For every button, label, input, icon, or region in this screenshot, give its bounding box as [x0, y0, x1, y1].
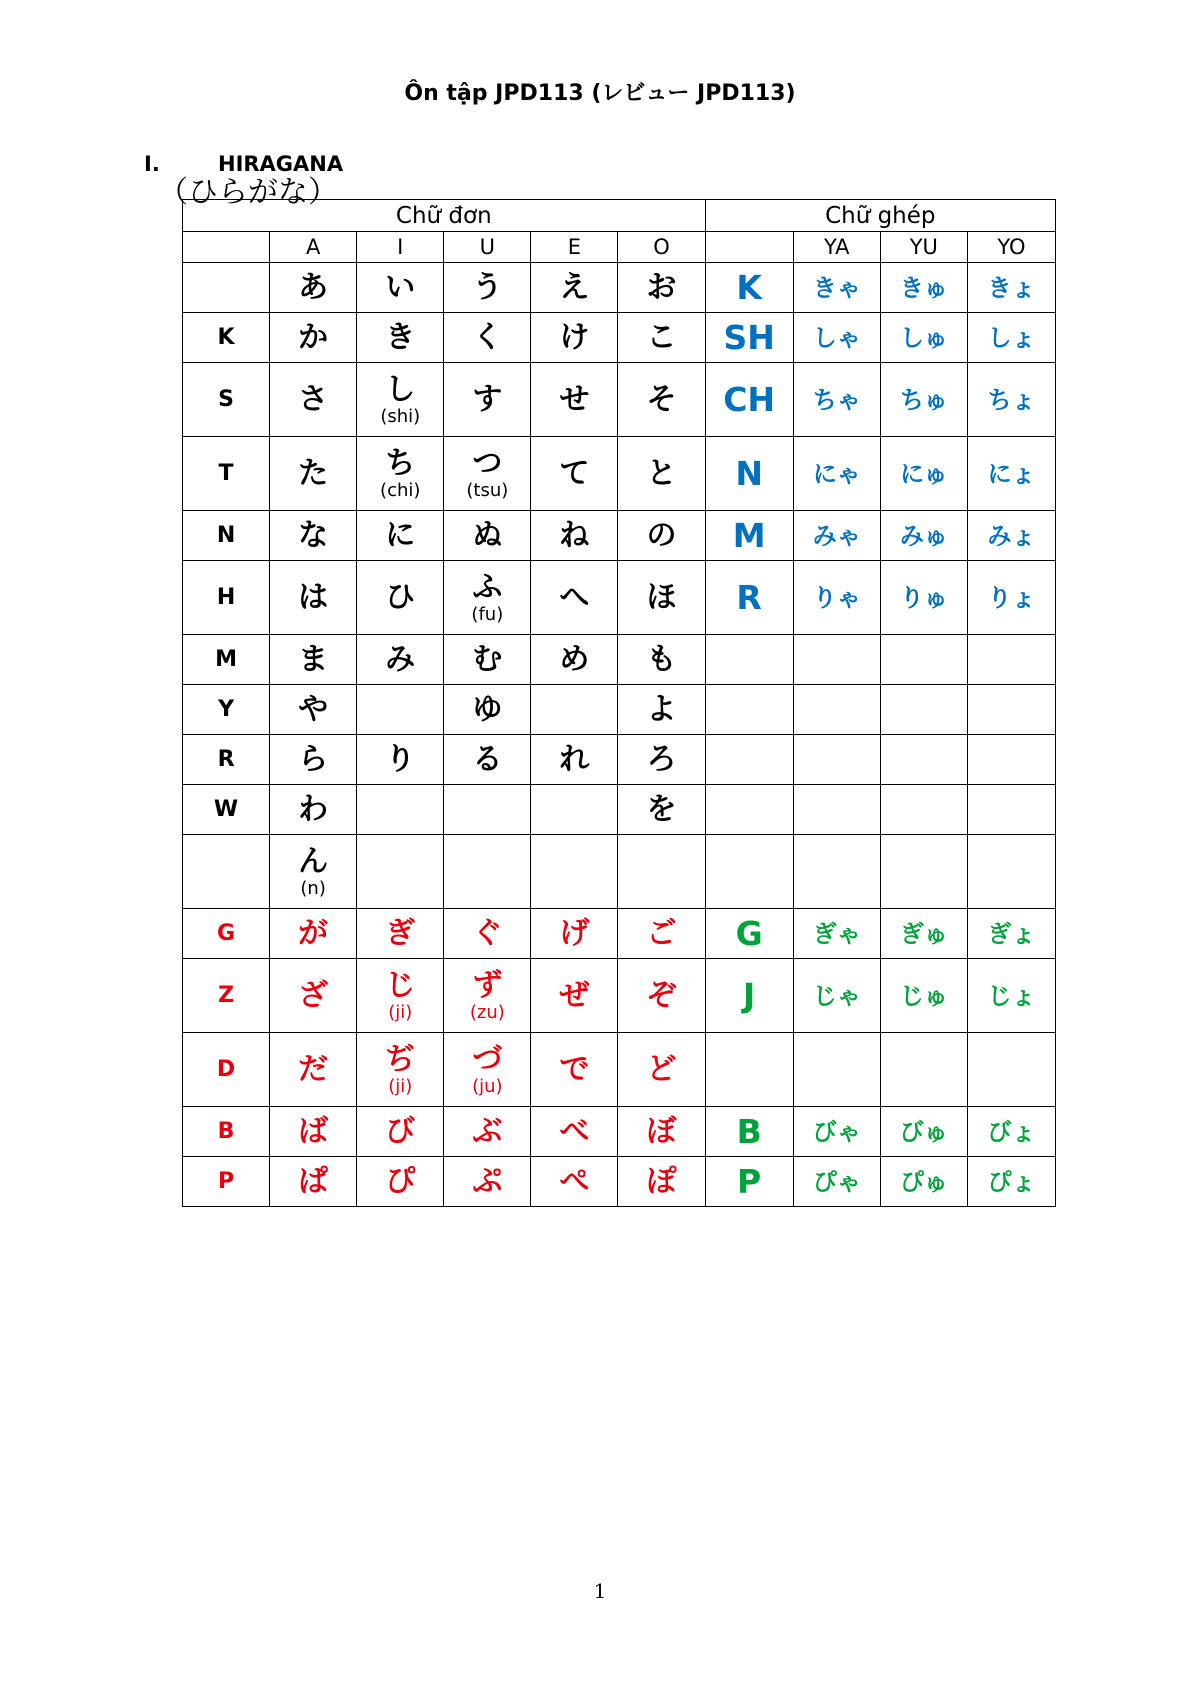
kana-char: よ	[646, 691, 677, 727]
combo-kana-cell	[967, 1033, 1055, 1107]
combo-kana-cell	[880, 785, 967, 835]
combo-kana-cell	[793, 635, 880, 685]
kana-char: え	[559, 269, 590, 305]
combo-kana-cell	[880, 835, 967, 909]
kana-char: を	[646, 791, 677, 827]
corner-cell	[183, 232, 270, 263]
kana-cell	[357, 313, 444, 363]
kana-cell	[270, 1033, 357, 1107]
kana-char: か	[298, 319, 329, 355]
kana-cell	[444, 437, 531, 511]
kana-char: ん	[298, 843, 329, 879]
kana-row	[183, 363, 1056, 437]
kana-cell	[270, 263, 357, 313]
kana-char: み	[385, 641, 416, 677]
kana-cell	[270, 635, 357, 685]
combo-kana-cell: きょ	[967, 263, 1055, 313]
combo-consonant-label: J	[705, 959, 793, 1033]
kana-char: だ	[298, 1051, 329, 1087]
kana-char: す	[472, 381, 503, 417]
kana-cell	[270, 1107, 357, 1157]
kana-cell	[531, 1107, 618, 1157]
kana-cell	[357, 1157, 444, 1207]
kana-cell	[531, 561, 618, 635]
kana-cell	[444, 959, 531, 1033]
vowel-header: U	[444, 232, 531, 263]
kana-char: せ	[559, 381, 590, 417]
kana-cell	[618, 635, 705, 685]
kana-cell	[357, 363, 444, 437]
combo-consonant-label	[705, 735, 793, 785]
kana-char: ぢ	[385, 1041, 416, 1077]
kana-cell	[531, 313, 618, 363]
romaji-note: (fu)	[471, 603, 504, 625]
combo-consonant-label: G	[705, 909, 793, 959]
combo-consonant-label: B	[705, 1107, 793, 1157]
kana-char: わ	[298, 791, 329, 827]
combo-kana-cell: ぎゃ	[793, 909, 880, 959]
combo-kana-cell: ちゃ	[793, 363, 880, 437]
combo-consonant-label	[705, 1033, 793, 1107]
kana-row	[183, 1157, 1056, 1207]
combo-kana-cell: びょ	[967, 1107, 1055, 1157]
kana-cell	[357, 635, 444, 685]
kana-cell	[531, 685, 618, 735]
kana-cell	[270, 561, 357, 635]
combo-consonant-label: M	[705, 511, 793, 561]
combo-consonant-label: K	[705, 263, 793, 313]
combo-kana-cell	[880, 635, 967, 685]
row-consonant-label: M	[183, 635, 270, 685]
combo-consonant-label: CH	[705, 363, 793, 437]
kana-char: ほ	[646, 579, 677, 615]
romaji-note: (n)	[300, 877, 326, 899]
kana-cell	[618, 1157, 705, 1207]
combo-consonant-label	[705, 835, 793, 909]
vowel-header: A	[270, 232, 357, 263]
kana-char: つ	[472, 445, 503, 481]
kana-char: あ	[298, 269, 329, 305]
kana-char: ぷ	[472, 1163, 503, 1199]
combo-kana-cell: ぴょ	[967, 1157, 1055, 1207]
kana-char: と	[646, 455, 677, 491]
combo-vowel-header: YU	[880, 232, 967, 263]
kana-char: ぜ	[559, 977, 590, 1013]
kana-cell	[444, 511, 531, 561]
kana-char: な	[298, 517, 329, 553]
kana-char: の	[646, 517, 677, 553]
kana-cell	[444, 363, 531, 437]
kana-char: ぼ	[646, 1113, 677, 1149]
kana-char: や	[298, 691, 329, 727]
kana-cell	[531, 511, 618, 561]
combo-kana-cell: みゃ	[793, 511, 880, 561]
combo-consonant-label	[705, 685, 793, 735]
kana-char: ゆ	[472, 691, 503, 727]
kana-cell	[270, 511, 357, 561]
group-header-row	[183, 200, 1056, 232]
kana-cell	[531, 735, 618, 785]
kana-char: ま	[298, 641, 329, 677]
kana-cell	[618, 959, 705, 1033]
kana-cell	[357, 735, 444, 785]
kana-cell	[618, 735, 705, 785]
combo-kana-cell	[967, 835, 1055, 909]
kana-cell	[270, 959, 357, 1033]
kana-cell	[270, 685, 357, 735]
kana-char: へ	[559, 579, 590, 615]
kana-cell	[444, 785, 531, 835]
kana-char: び	[385, 1113, 416, 1149]
combo-kana-cell	[967, 735, 1055, 785]
kana-cell	[270, 909, 357, 959]
kana-cell	[618, 263, 705, 313]
combo-kana-cell	[880, 685, 967, 735]
group-header-combo: Chữ ghép	[705, 200, 1055, 232]
kana-row	[183, 909, 1056, 959]
kana-row	[183, 511, 1056, 561]
kana-char: ぱ	[298, 1163, 329, 1199]
kana-cell	[618, 1107, 705, 1157]
row-consonant-label	[183, 263, 270, 313]
kana-char: き	[385, 319, 416, 355]
kana-char: こ	[646, 319, 677, 355]
kana-cell	[618, 835, 705, 909]
romaji-note: (tsu)	[466, 479, 509, 501]
kana-cell	[531, 263, 618, 313]
kana-char: ち	[385, 445, 416, 481]
vowel-header: O	[618, 232, 705, 263]
row-consonant-label: S	[183, 363, 270, 437]
combo-corner-cell	[705, 232, 793, 263]
kana-cell	[618, 363, 705, 437]
kana-cell	[618, 685, 705, 735]
kana-cell	[444, 735, 531, 785]
romaji-note: (zu)	[469, 1001, 505, 1023]
kana-char: ら	[298, 741, 329, 777]
kana-cell	[357, 263, 444, 313]
kana-char: さ	[298, 381, 329, 417]
kana-char: ぴ	[385, 1163, 416, 1199]
vowel-header: I	[357, 232, 444, 263]
kana-char: ぬ	[472, 517, 503, 553]
combo-kana-cell: にょ	[967, 437, 1055, 511]
kana-char: ひ	[385, 579, 416, 615]
combo-kana-cell	[793, 735, 880, 785]
kana-char: が	[298, 915, 329, 951]
combo-kana-cell: しょ	[967, 313, 1055, 363]
kana-cell	[270, 1157, 357, 1207]
kana-cell	[531, 835, 618, 909]
kana-char: ど	[646, 1051, 677, 1087]
kana-row	[183, 1033, 1056, 1107]
kana-char: ぐ	[472, 915, 503, 951]
kana-row	[183, 263, 1056, 313]
kana-cell	[357, 1033, 444, 1107]
combo-kana-cell: ぴゃ	[793, 1157, 880, 1207]
kana-cell	[357, 909, 444, 959]
kana-char: い	[385, 269, 416, 305]
kana-cell	[444, 1107, 531, 1157]
kana-cell	[618, 1033, 705, 1107]
kana-cell	[531, 785, 618, 835]
kana-char: た	[298, 455, 329, 491]
kana-char: も	[646, 641, 677, 677]
kana-row	[183, 685, 1056, 735]
kana-cell	[531, 635, 618, 685]
kana-char: げ	[559, 915, 590, 951]
kana-char: じ	[385, 967, 416, 1003]
romaji-note: (shi)	[380, 405, 421, 427]
section-label: HIRAGANA	[218, 152, 344, 176]
row-consonant-label	[183, 835, 270, 909]
kana-cell	[444, 1157, 531, 1207]
kana-char: で	[559, 1051, 590, 1087]
kana-cell	[444, 835, 531, 909]
combo-kana-cell: みょ	[967, 511, 1055, 561]
vowel-header-row	[183, 232, 1056, 263]
kana-char: ふ	[472, 569, 503, 605]
kana-cell	[357, 561, 444, 635]
combo-kana-cell	[967, 635, 1055, 685]
kana-cell	[357, 959, 444, 1033]
combo-kana-cell: りゃ	[793, 561, 880, 635]
section-kana: （ひらがな）	[158, 175, 338, 210]
kana-cell	[444, 635, 531, 685]
combo-kana-cell: にゅ	[880, 437, 967, 511]
romaji-note: (ji)	[388, 1001, 413, 1023]
kana-char: ぽ	[646, 1163, 677, 1199]
row-consonant-label: Z	[183, 959, 270, 1033]
row-consonant-label: K	[183, 313, 270, 363]
document-title: Ôn tập JPD113 (レビュー JPD113)	[404, 81, 796, 106]
combo-consonant-label: SH	[705, 313, 793, 363]
kana-char: ご	[646, 915, 677, 951]
kana-cell	[444, 263, 531, 313]
kana-char: け	[559, 319, 590, 355]
kana-cell	[531, 437, 618, 511]
kana-char: づ	[472, 1041, 503, 1077]
kana-cell	[270, 785, 357, 835]
kana-cell	[357, 511, 444, 561]
kana-char: ば	[298, 1113, 329, 1149]
row-consonant-label: N	[183, 511, 270, 561]
kana-char: そ	[646, 381, 677, 417]
row-consonant-label: G	[183, 909, 270, 959]
kana-row	[183, 313, 1056, 363]
combo-vowel-header: YO	[967, 232, 1055, 263]
kana-cell	[618, 785, 705, 835]
kana-cell	[531, 909, 618, 959]
combo-kana-cell: きゅ	[880, 263, 967, 313]
kana-cell	[357, 1107, 444, 1157]
kana-row	[183, 735, 1056, 785]
combo-kana-cell: にゃ	[793, 437, 880, 511]
row-consonant-label: H	[183, 561, 270, 635]
combo-kana-cell: びゅ	[880, 1107, 967, 1157]
kana-cell	[270, 363, 357, 437]
kana-row	[183, 785, 1056, 835]
combo-consonant-label: N	[705, 437, 793, 511]
combo-consonant-label	[705, 635, 793, 685]
kana-cell	[270, 313, 357, 363]
combo-kana-cell: みゅ	[880, 511, 967, 561]
kana-char: ぎ	[385, 915, 416, 951]
kana-cell	[444, 909, 531, 959]
combo-kana-cell: じゅ	[880, 959, 967, 1033]
combo-consonant-label	[705, 785, 793, 835]
romaji-note: (chi)	[380, 479, 421, 501]
kana-char: に	[385, 517, 416, 553]
row-consonant-label: Y	[183, 685, 270, 735]
row-consonant-label: P	[183, 1157, 270, 1207]
combo-kana-cell: りょ	[967, 561, 1055, 635]
kana-cell	[531, 1033, 618, 1107]
kana-cell	[444, 313, 531, 363]
row-consonant-label: B	[183, 1107, 270, 1157]
kana-row	[183, 561, 1056, 635]
romaji-note: (ju)	[472, 1075, 503, 1097]
kana-char: ぞ	[646, 977, 677, 1013]
kana-char: ず	[472, 967, 503, 1003]
combo-kana-cell	[967, 785, 1055, 835]
row-consonant-label: W	[183, 785, 270, 835]
combo-kana-cell	[793, 835, 880, 909]
kana-char: は	[298, 579, 329, 615]
kana-char: り	[385, 741, 416, 777]
kana-char: ざ	[298, 977, 329, 1013]
kana-char: お	[646, 269, 677, 305]
kana-char: て	[559, 455, 590, 491]
kana-cell	[357, 785, 444, 835]
kana-cell	[270, 835, 357, 909]
combo-kana-cell: りゅ	[880, 561, 967, 635]
kana-char: ろ	[646, 741, 677, 777]
kana-cell	[357, 685, 444, 735]
combo-kana-cell	[793, 1033, 880, 1107]
kana-cell	[444, 685, 531, 735]
kana-cell	[618, 511, 705, 561]
kana-cell	[531, 1157, 618, 1207]
kana-row	[183, 959, 1056, 1033]
romaji-note: (ji)	[388, 1075, 413, 1097]
kana-cell	[270, 437, 357, 511]
combo-kana-cell: ぴゅ	[880, 1157, 967, 1207]
kana-cell	[357, 835, 444, 909]
kana-char: る	[472, 741, 503, 777]
kana-cell	[531, 363, 618, 437]
combo-kana-cell: ちょ	[967, 363, 1055, 437]
kana-char: め	[559, 641, 590, 677]
kana-row	[183, 1107, 1056, 1157]
kana-char: ぺ	[559, 1163, 590, 1199]
kana-cell	[531, 959, 618, 1033]
kana-char: く	[472, 319, 503, 355]
combo-kana-cell: ぎょ	[967, 909, 1055, 959]
section-number: I.	[144, 152, 160, 176]
kana-row	[183, 835, 1056, 909]
kana-cell	[444, 561, 531, 635]
combo-kana-cell: しゅ	[880, 313, 967, 363]
kana-row	[183, 635, 1056, 685]
combo-consonant-label: P	[705, 1157, 793, 1207]
group-header-single: Chữ đơn	[183, 200, 706, 232]
hiragana-table	[182, 199, 1056, 1207]
combo-kana-cell	[880, 735, 967, 785]
row-consonant-label: R	[183, 735, 270, 785]
combo-kana-cell: びゃ	[793, 1107, 880, 1157]
kana-cell	[618, 561, 705, 635]
kana-char: ね	[559, 517, 590, 553]
combo-kana-cell: しゃ	[793, 313, 880, 363]
kana-cell	[618, 313, 705, 363]
combo-kana-cell: じゃ	[793, 959, 880, 1033]
vowel-header: E	[531, 232, 618, 263]
kana-row	[183, 437, 1056, 511]
kana-char: べ	[559, 1113, 590, 1149]
kana-char: む	[472, 641, 503, 677]
kana-char: れ	[559, 741, 590, 777]
kana-cell	[270, 735, 357, 785]
kana-char: う	[472, 269, 503, 305]
combo-kana-cell: きゃ	[793, 263, 880, 313]
kana-char: ぶ	[472, 1113, 503, 1149]
row-consonant-label: D	[183, 1033, 270, 1107]
kana-cell	[618, 437, 705, 511]
combo-kana-cell: ちゅ	[880, 363, 967, 437]
combo-kana-cell	[967, 685, 1055, 735]
combo-kana-cell: ぎゅ	[880, 909, 967, 959]
combo-vowel-header: YA	[793, 232, 880, 263]
kana-char: し	[385, 371, 416, 407]
kana-cell	[357, 437, 444, 511]
kana-cell	[444, 1033, 531, 1107]
page-number: 1	[593, 1579, 607, 1603]
combo-kana-cell	[793, 785, 880, 835]
combo-consonant-label: R	[705, 561, 793, 635]
combo-kana-cell	[880, 1033, 967, 1107]
kana-cell	[618, 909, 705, 959]
row-consonant-label: T	[183, 437, 270, 511]
combo-kana-cell: じょ	[967, 959, 1055, 1033]
combo-kana-cell	[793, 685, 880, 735]
